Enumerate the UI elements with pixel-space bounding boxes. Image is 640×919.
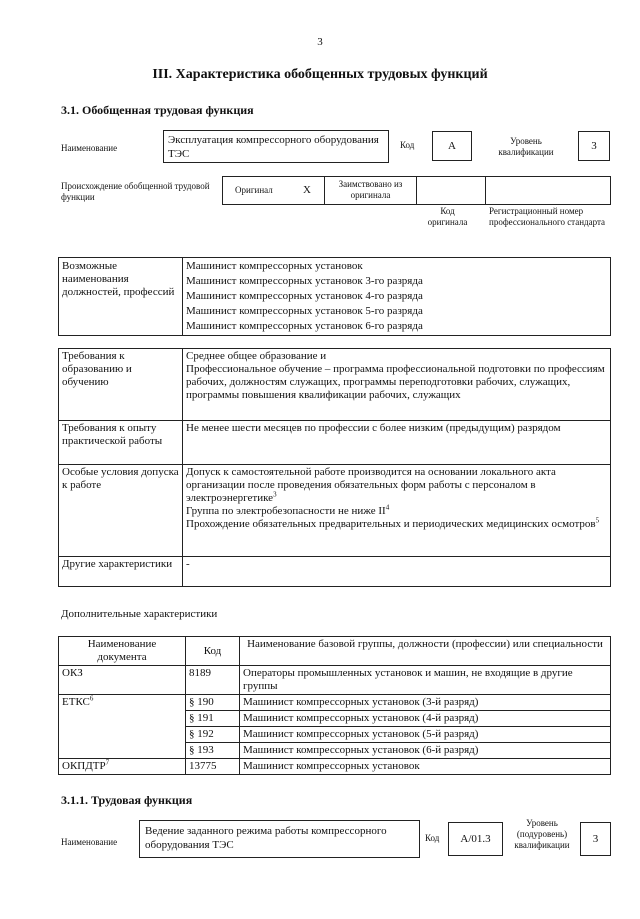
position-item: Машинист компрессорных установок 3-го разряда xyxy=(186,275,423,287)
gtf-code-label: Код xyxy=(400,140,415,150)
tf-level-label: Уровень (подуровень) квалификации xyxy=(514,818,570,850)
special-label: Особые условия допуска к работе xyxy=(59,465,183,557)
additional-table xyxy=(58,636,611,775)
education-line: Среднее общее образование и xyxy=(186,350,327,362)
etks-code: § 190 xyxy=(186,695,240,711)
etks-name: Машинист компрессорных установок (4-й разряд) xyxy=(240,711,611,727)
footnote-7: 7 xyxy=(105,758,110,767)
origin-borrowed-label: Заимствовано из оригинала xyxy=(324,176,417,205)
other-label: Другие характеристики xyxy=(59,557,183,587)
gtf-level-value: 3 xyxy=(578,131,610,161)
position-item: Машинист компрессорных установок xyxy=(186,260,363,272)
etks-name: Машинист компрессорных установок (6-й разряд) xyxy=(240,743,611,759)
footnote-3: 3 xyxy=(273,490,277,499)
tf-level-value: 3 xyxy=(580,822,611,856)
origin-original-mark: X xyxy=(303,184,311,196)
etks-name: Машинист компрессорных установок (3-й разряд) xyxy=(240,695,611,711)
okpdtr-doc: ОКПДТР$^7$ xyxy=(59,759,186,775)
tf-name-label: Наименование xyxy=(61,837,118,847)
tf-name-value: Ведение заданного режима работы компрессорного оборудования ТЭС xyxy=(139,820,420,858)
section-title: III. Характеристика обобщенных трудовых функций xyxy=(152,67,488,82)
subsection-title: 3.1. Обобщенная трудовая функция xyxy=(61,103,254,117)
okpdtr-code: 13775 xyxy=(186,759,240,775)
positions-list xyxy=(183,258,611,336)
tf-code-value: A/01.3 xyxy=(448,822,503,856)
etks-code: § 193 xyxy=(186,743,240,759)
tf-title: 3.1.1. Трудовая функция xyxy=(61,793,193,807)
education-label: Требования к образованию и обучению xyxy=(59,349,183,421)
gtf-level-label: Уровень квалификации xyxy=(498,136,554,157)
experience-label: Требования к опыту практической работы xyxy=(59,421,183,465)
gtf-name-label: Наименование xyxy=(61,143,118,153)
col-doc-header: Наименование документа xyxy=(59,637,186,666)
position-item: Машинист компрессорных установок 5-го разряда xyxy=(186,305,423,317)
position-item: Машинист компрессорных установок 4-го разряда xyxy=(186,290,423,302)
education-line: Профессиональное обучение – программа профессиональной подготовки по профессиям рабочих, должностям служащих, программы переподготовки рабочих, служащих, программы повышения квалификации рабочих, служащих xyxy=(186,363,605,401)
special-line-3: Прохождение обязательных предварительных и периодических медицинских осмотров xyxy=(186,518,596,530)
okz-code: 8189 xyxy=(186,666,240,695)
origin-code-cell xyxy=(416,176,486,205)
footnote-4: 4 xyxy=(385,503,390,512)
etks-code: § 192 xyxy=(186,727,240,743)
table-row xyxy=(59,695,611,711)
education-value xyxy=(183,349,611,421)
okz-name: Операторы промышленных установок и машин, не входящие в другие группы xyxy=(240,666,611,695)
additional-title: Дополнительные характеристики xyxy=(61,608,218,620)
origin-label: Происхождение обобщенной трудовой функции xyxy=(61,181,210,202)
other-value: - xyxy=(183,557,611,587)
table-row xyxy=(59,666,611,695)
gtf-code-value: А xyxy=(432,131,472,161)
special-line-2: Группа по электробезопасности не ниже II xyxy=(186,505,386,517)
special-line-1: Допуск к самостоятельной работе производится на основании локального акта организации после проведения обязательных форм работы с персоналом в электроэнергетике xyxy=(186,466,556,504)
experience-value: Не менее шести месяцев по профессии с более низким (предыдущим) разрядом xyxy=(183,421,611,465)
requirements-table xyxy=(58,348,611,587)
origin-original-label: Оригинал xyxy=(235,185,273,195)
etks-code: § 191 xyxy=(186,711,240,727)
positions-table xyxy=(58,257,611,336)
etks-doc: ЕТКС$^6$ xyxy=(59,695,186,759)
position-item: Машинист компрессорных установок 6-го разряда xyxy=(186,320,423,332)
special-value xyxy=(183,465,611,557)
origin-original-cell xyxy=(222,176,325,205)
tf-code-label: Код xyxy=(425,833,440,843)
origin-reg-caption: Регистрационный номер профессионального стандарта xyxy=(489,206,606,227)
origin-reg-cell xyxy=(485,176,611,205)
page-number: 3 xyxy=(317,36,323,48)
positions-label: Возможные наименования должностей, профессий xyxy=(59,258,183,336)
col-code-header: Код xyxy=(186,637,240,666)
okz-doc: ОКЗ xyxy=(59,666,186,695)
table-row xyxy=(59,759,611,775)
etks-name: Машинист компрессорных установок (5-й разряд) xyxy=(240,727,611,743)
gtf-name-value: Эксплуатация компрессорного оборудования ТЭС xyxy=(163,130,389,163)
footnote-5: 5 xyxy=(595,516,600,525)
okpdtr-name: Машинист компрессорных установок xyxy=(240,759,611,775)
col-name-header: Наименование базовой группы, должности (профессии) или специальности xyxy=(240,637,611,666)
origin-code-caption: Код оригинала xyxy=(427,206,468,227)
footnote-6: 6 xyxy=(89,694,94,703)
